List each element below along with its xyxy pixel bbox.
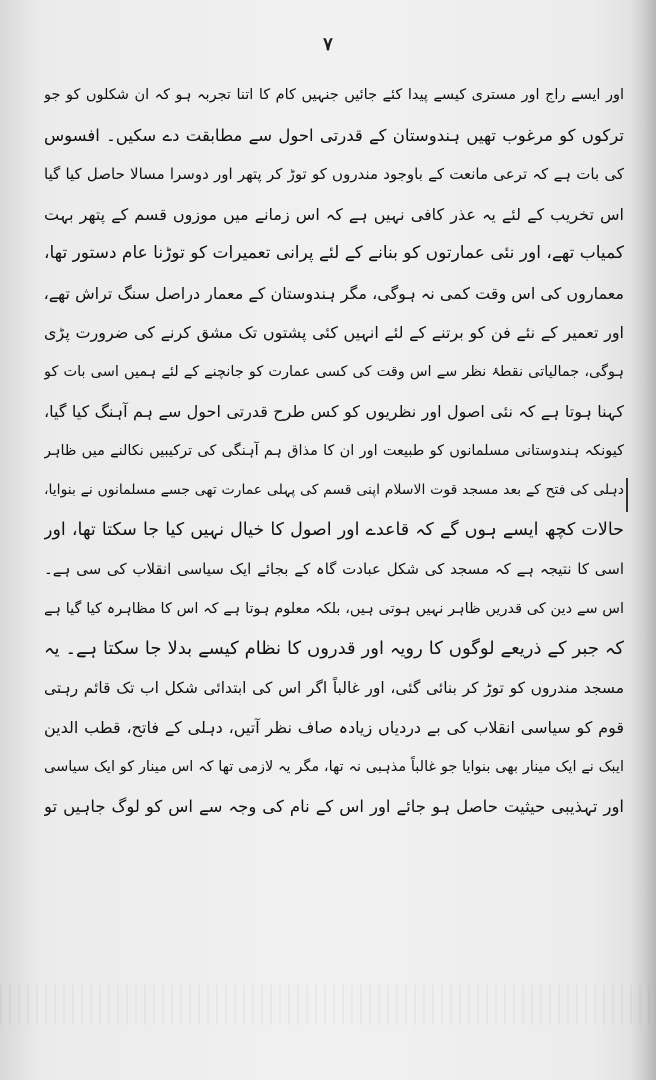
text-line: کی بات ہے کہ ترعی مانعت کے باوجود مندروں کو توڑ کر پتھر اور دوسرا مسالا حاصل کیا گیا [44,165,624,183]
text-line: مسجد مندروں کو توڑ کر بنائی گئی، اور غالباً اگر اس کی ابتدائی شکل اب تک قائم رہتی [44,678,624,697]
text-line: اس تخریب کے لئے یہ عذر کافی نہیں ہے کہ اس زمانے میں موزوں قسم کے پتھر بہت [44,204,624,224]
margin-mark [626,478,628,512]
text-line: ایبک نے ایک مینار بھی بنوایا جو غالباً مذہبی نہ تھا، مگر یہ لازمی تھا کہ اس مینار کو ایک سیاسی [44,758,624,775]
text-line: کیونکہ ہندوستانی مسلمانوں کو طبیعت اور ان کا مذاق ہم آہنگی کی ترکیبیں نکالنے میں ظاہر [44,442,624,459]
text-line: اس سے دین کی قدریں ظاہر نہیں ہوتی ہیں، بلکہ معلوم ہوتا ہے کہ اس کا مظاہرہ کیا گیا ہے [44,600,624,617]
text-line: اور تعمیر کے نئے فن کو برتنے کے لئے انہیں کئی پشتوں تک مشق کرنے کی ضرورت پڑی [44,323,624,342]
text-line: کمیاب تھے، اور نئی عمارتوں کو بنانے کے لئے پرانی تعمیرات کو توڑنا عام دستور تھا، [44,243,624,263]
page-number: ۷ [323,34,333,55]
page-binding-shadow [630,0,656,1080]
text-line: معماروں کی اس وقت کمی نہ ہوگی، مگر ہندوستان کے معمار دراصل سنگ تراش تھے، [44,283,624,303]
text-line: کہنا ہوتا ہے کہ نئی اصول اور نظریوں کو کس طرح قدرتی احول سے ہم آہنگ کیا گیا، [44,402,624,421]
body-text [44,76,624,827]
text-line: دہلی کی فتح کے بعد مسجد قوت الاسلام اپنی قسم کی پہلی عمارت تھی جسے مسلمانوں نے بنوایا، [44,482,624,498]
text-line: ترکوں کو مرغوب تھیں ہندوستان کے قدرتی احول سے مطابقت دے سکیں۔ افسوس [44,125,624,145]
text-line: ہوگی، جمالیاتی نقطۂ نظر سے اس وقت کی کسی عمارت کو جانچنے کے لئے ہمیں اسی بات کو [44,363,624,380]
text-line: قوم کو سیاسی انقلاب کی بے دردیاں زیادہ صاف نظر آتیں، دہلی کے فاتح، قطب الدین [44,718,624,737]
text-line: اور ایسے راج اور مستری کیسے پیدا کئے جائیں جنہیں کام کا اتنا تجربہ ہو کہ ان شکلوں کو جو [44,87,624,103]
scan-noise [0,985,656,1025]
text-line: اور تہذیبی حیثیت حاصل ہو جائے اور اس کے نام کی وجہ سے اس کو لوگ جاہیں تو [44,797,624,816]
text-line: حالات کچھ ایسے ہوں گے کہ قاعدے اور اصول کا خیال نہیں کیا جا سکتا تھا، اور [44,519,624,540]
text-line: اسی کا نتیجہ ہے کہ مسجد کی شکل عبادت گاہ کے بجائے ایک سیاسی انقلاب کی سی ہے۔ [44,560,624,578]
text-line: کہ جبر کے ذریعے لوگوں کا رویہ اور قدروں کا نظام کیسے بدلا جا سکتا ہے۔ یہ [44,638,624,659]
